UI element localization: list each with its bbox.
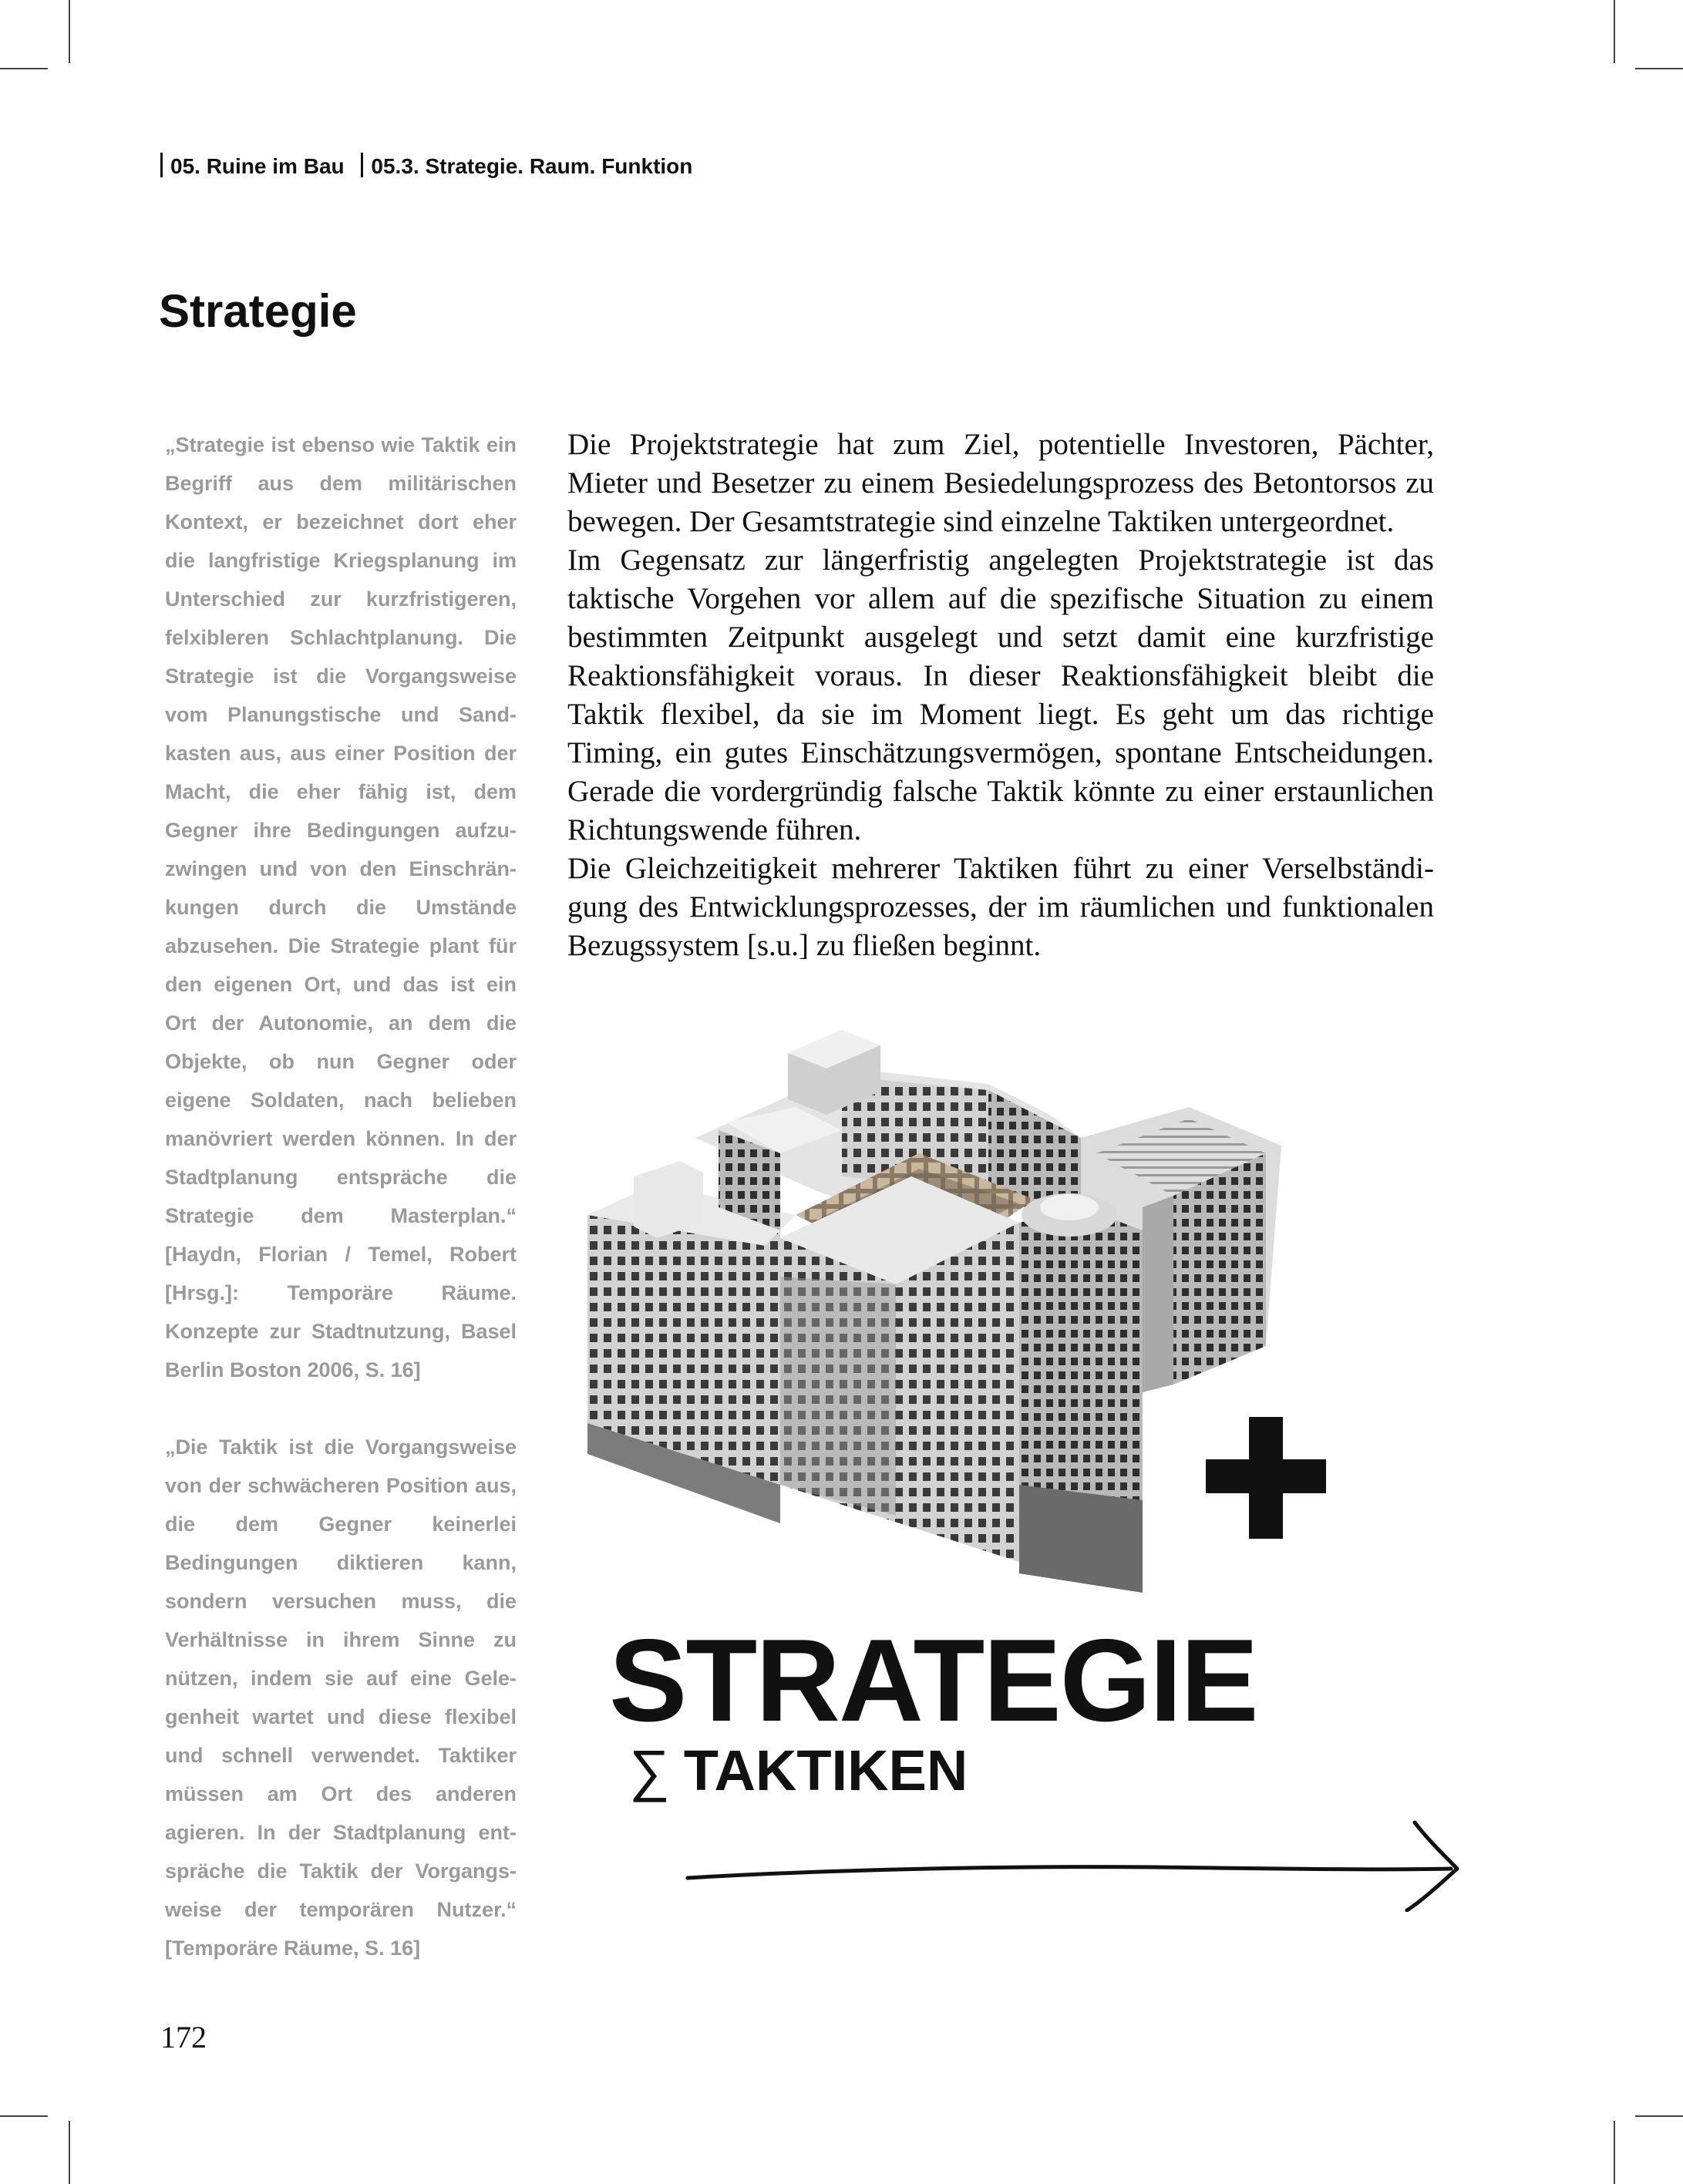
tactics-sum-line [629, 1736, 968, 1805]
breadcrumb-chapter: 05. Ruine im Bau [170, 154, 345, 178]
crop-mark [0, 2115, 48, 2117]
tactics-label: TAKTIKEN [683, 1738, 968, 1802]
sidebar-quotes [165, 426, 517, 1967]
page-number: 172 [160, 2020, 207, 2054]
crop-mark [69, 0, 70, 63]
crop-mark [1614, 2121, 1615, 2184]
crop-mark [1614, 0, 1615, 63]
breadcrumb [160, 151, 692, 182]
strategy-quote: „Strategie ist ebenso wie Taktik ein Begriff aus dem militärischen Kontext, er bezeichnet dort eher die langfristige Kriegsplanung im Unterschied zur kurzfristigeren, felxibleren Schlachtplanung. Die Strategie ist die Vorgangsweise vom Planungstische und Sandkasten aus, aus einer Position der Macht, die eher fähig ist, dem Gegner ihre Bedingungen aufzuzwingen und von den Einschränkungen durch die Umstände abzusehen. Die Strategie plant für den eigenen Ort, und das ist ein Ort der Autonomie, an dem die Objekte, ob nun Gegner oder eigene Soldaten, nach belieben manövriert werden können. In der Stadtplanung entspräche die Strategie dem Masterplan.“ [Haydn, Florian / Temel, Robert [Hrsg.]: Temporäre Räume. Konzepte zur Stadtnutzung, Basel Berlin Boston 2006, S. 16] [165, 433, 517, 1381]
breadcrumb-section: 05.3. Strategie. Raum. Funktion [371, 154, 693, 178]
arrow-right-icon [678, 1812, 1465, 1912]
strategy-headline: STRATEGIE [609, 1615, 1257, 1746]
body-text [567, 426, 1434, 965]
crop-mark [0, 68, 48, 69]
crop-mark [69, 2121, 70, 2184]
body-paragraph: Im Gegensatz zur längerfristig angelegten Projektstrategie ist das taktische Vorgehen vor allem auf die spezifische Situation zu einem bestimmten Zeitpunkt ausgelegt und setzt damit eine kurzfristige Reaktionsfähigkeit voraus. In dieser Reaktionsfähigkeit bleibt die Taktik flexibel, da sie im Moment liegt. Es geht um das richtige Timing, ein gutes Einschätzungsvermögen, spontane Entscheidungen. Gerade die vordergründig falsche Taktik könnte zu einer erstaunlichen Richtungswende führen. [567, 543, 1434, 846]
sum-icon: ∑ [629, 1738, 670, 1802]
tactic-quote: „Die Taktik ist die Vorgangsweise von der schwächeren Position aus, die dem Gegner keinerlei Bedingungen diktieren kann, sondern versuchen muss, die Verhältnisse in ihrem Sinne zu nützen, indem sie auf eine Gelegenheit wartet und diese flexibel und schnell verwendet. Taktiker müssen am Ort des anderen agieren. In der Stadtplanung entspräche die Taktik der Vorgangsweise der temporären Nutzer.“ [Temporäre Räume, S. 16] [165, 1435, 517, 1960]
crop-mark [1635, 2115, 1683, 2117]
body-paragraph: Die Projektstrategie hat zum Ziel, potentielle Investoren, Pächter, Mieter und Besetzer zu einem Besiedelungsprozess des Betontorsos zu bewegen. Der Gesamtstrategie sind einzelne Taktiken untergeordnet. [567, 428, 1434, 538]
body-paragraph: Die Gleichzeitigkeit mehrerer Taktiken führt zu einer Verselbständigung des Entwicklungsprozesses, der im räumlichen und funktionalen Bezugssystem [s.u.] zu fließen beginnt. [567, 852, 1434, 962]
breadcrumb-divider [361, 153, 363, 177]
breadcrumb-divider [160, 153, 163, 177]
page-title: Strategie [159, 285, 357, 337]
crop-mark [1635, 68, 1683, 69]
building-model-photo [587, 1022, 1297, 1593]
plus-icon [1206, 1417, 1326, 1539]
